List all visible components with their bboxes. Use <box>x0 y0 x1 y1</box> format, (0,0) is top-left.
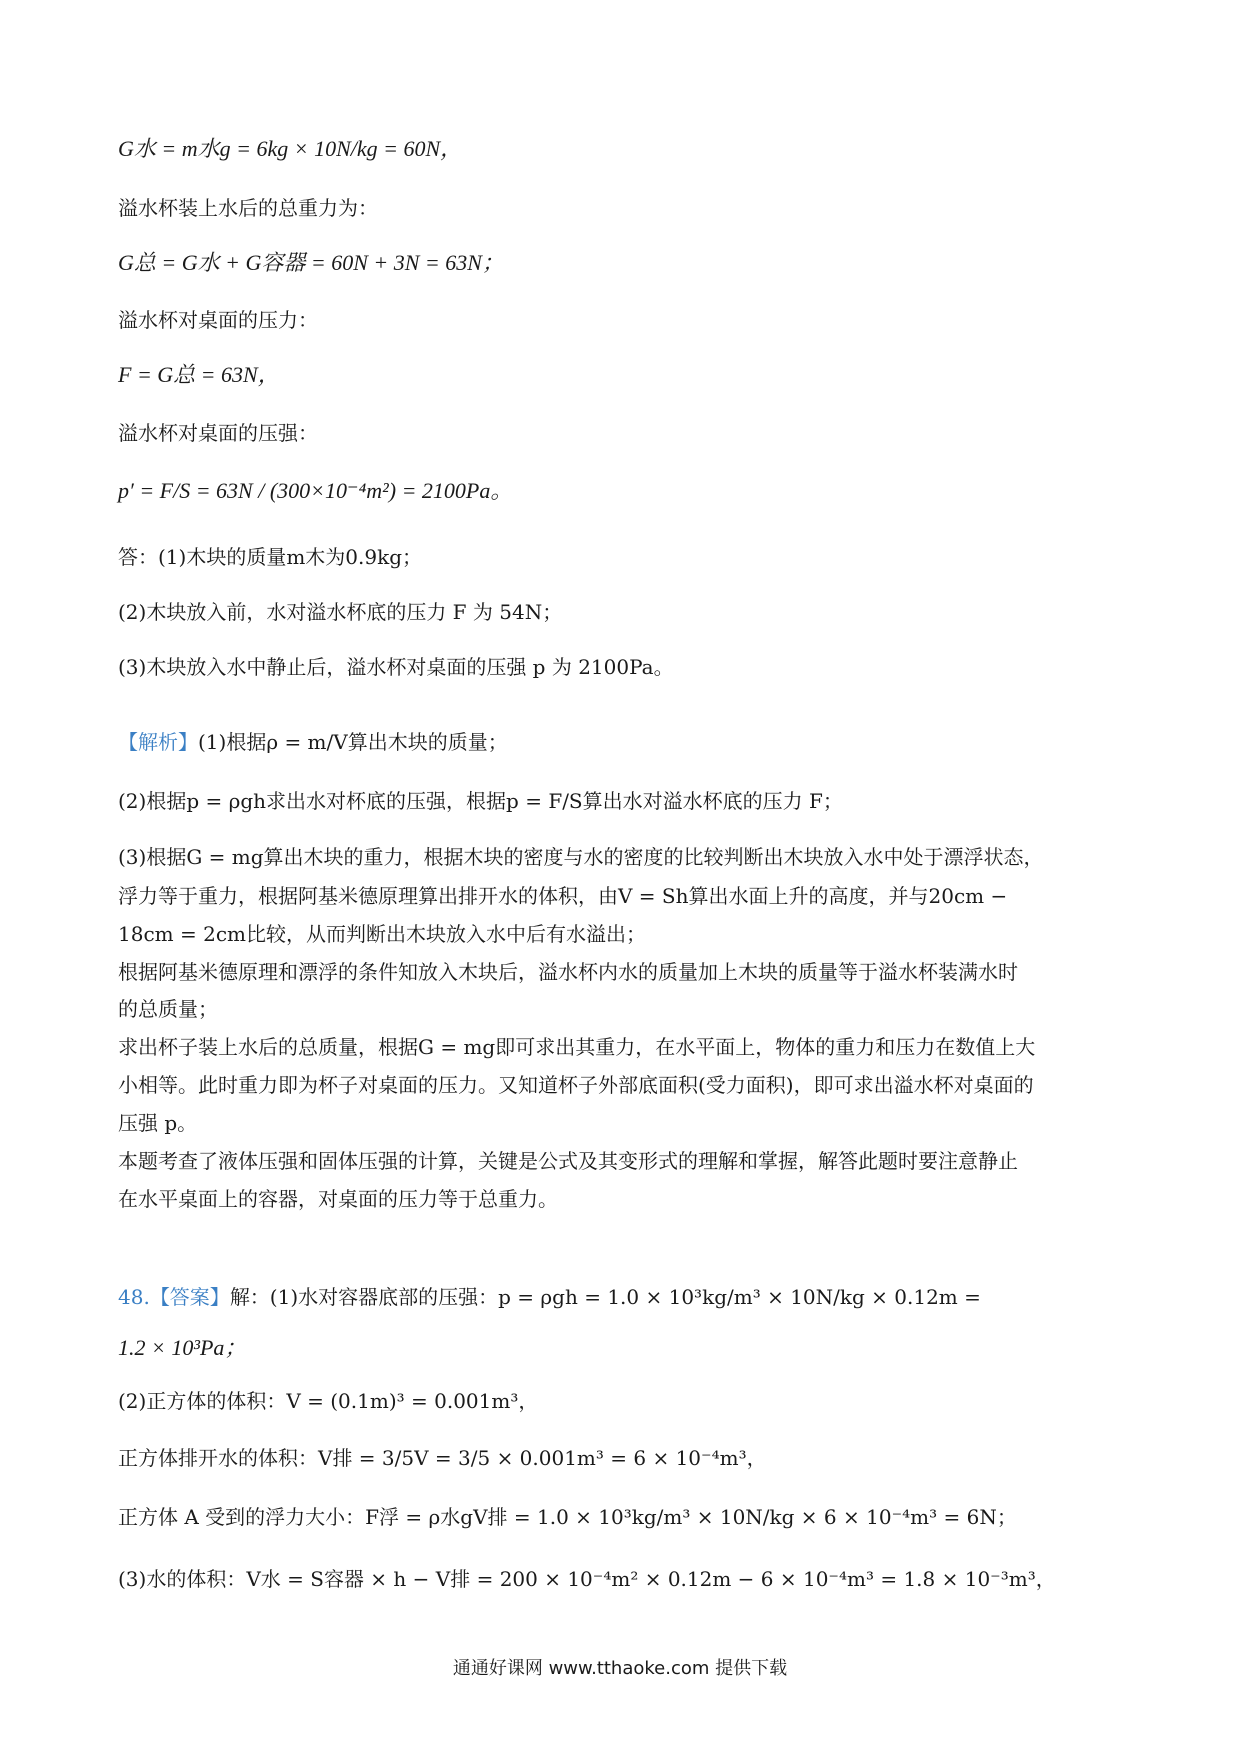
analysis-line: 的总质量； <box>118 997 218 1021</box>
analysis-line: 压强 p。 <box>118 1111 198 1135</box>
text-line: 溢水杯对桌面的压力： <box>118 308 318 332</box>
answer-line: 答：(1)木块的质量m木为0.9kg； <box>118 545 423 569</box>
analysis-tag: 【解析】 <box>118 730 198 754</box>
analysis-line: 在水平桌面上的容器，对桌面的压力等于总重力。 <box>118 1187 558 1211</box>
formula-line: (2)正方体的体积：V = (0.1m)³ = 0.001m³， <box>118 1389 539 1413</box>
formula-line: 正方体 A 受到的浮力大小：F浮 = ρ水gV排 = 1.0 × 10³kg/m³ × 10N/kg × 6 × 10⁻⁴m³ = 6N； <box>118 1505 1017 1529</box>
formula-line: 1.2 × 10³Pa； <box>118 1335 247 1360</box>
analysis-line: 本题考查了液体压强和固体压强的计算，关键是公式及其变形式的理解和掌握，解答此题时要注意静止 <box>118 1149 1018 1173</box>
formula-line: G总 = G水 + G容器 = 60N + 3N = 63N； <box>118 250 504 275</box>
analysis-line: 浮力等于重力，根据阿基米德原理算出排开水的体积，由V = Sh算出水面上升的高度，并与20cm − <box>118 884 1008 908</box>
answer-48-line: 48.【答案】解：(1)水对容器底部的压强：p = ρgh = 1.0 × 10³kg/m³ × 10N/kg × 0.12m = <box>118 1285 981 1309</box>
analysis-line: 【解析】(1)根据ρ = m/V算出木块的质量； <box>118 730 508 754</box>
formula-line: 正方体排开水的体积：V排 = 3/5V = 3/5 × 0.001m³ = 6 × 10⁻⁴m³， <box>118 1446 767 1470</box>
text-line: 溢水杯装上水后的总重力为： <box>118 196 378 220</box>
page-footer: 通通好课网 www.tthaoke.com 提供下载 <box>452 1658 788 1679</box>
analysis-line: 根据阿基米德原理和漂浮的条件知放入木块后，溢水杯内水的质量加上木块的质量等于溢水杯装满水时 <box>118 960 1018 984</box>
text-line: 溢水杯对桌面的压强： <box>118 421 318 445</box>
analysis-line: (3)根据G = mg算出木块的重力，根据木块的密度与水的密度的比较判断出木块放入水中处于漂浮状态， <box>118 845 1044 869</box>
answer-tag: 【答案】 <box>149 1285 230 1309</box>
answer-line: (2)木块放入前，水对溢水杯底的压力 F 为 54N； <box>118 600 563 624</box>
formula-line: F = G总 = 63N， <box>118 362 280 387</box>
formula-line: (3)水的体积：V水 = S容器 × h − V排 = 200 × 10⁻⁴m² × 0.12m − 6 × 10⁻⁴m³ = 1.8 × 10⁻³m³， <box>118 1567 1056 1591</box>
answer-line: (3)木块放入水中静止后，溢水杯对桌面的压强 p 为 2100Pa。 <box>118 655 674 679</box>
question-number: 48. <box>118 1285 150 1309</box>
analysis-line: 求出杯子装上水后的总质量，根据G = mg即可求出其重力，在水平面上，物体的重力和压力在数值上大 <box>118 1035 1036 1059</box>
formula-line: p′ = F/S = 63N / (300×10⁻⁴m²) = 2100Pa。 <box>118 478 513 503</box>
analysis-line: (2)根据p = ρgh求出水对杯底的压强，根据p = F/S算出水对溢水杯底的压力 F； <box>118 789 843 813</box>
formula-line: G水 = m水g = 6kg × 10N/kg = 60N， <box>118 136 463 161</box>
analysis-line: 小相等。此时重力即为杯子对桌面的压力。又知道杯子外部底面积(受力面积)，即可求出溢水杯对桌面的 <box>118 1073 1034 1097</box>
analysis-line: 18cm = 2cm比较，从而判断出木块放入水中后有水溢出； <box>118 922 646 946</box>
